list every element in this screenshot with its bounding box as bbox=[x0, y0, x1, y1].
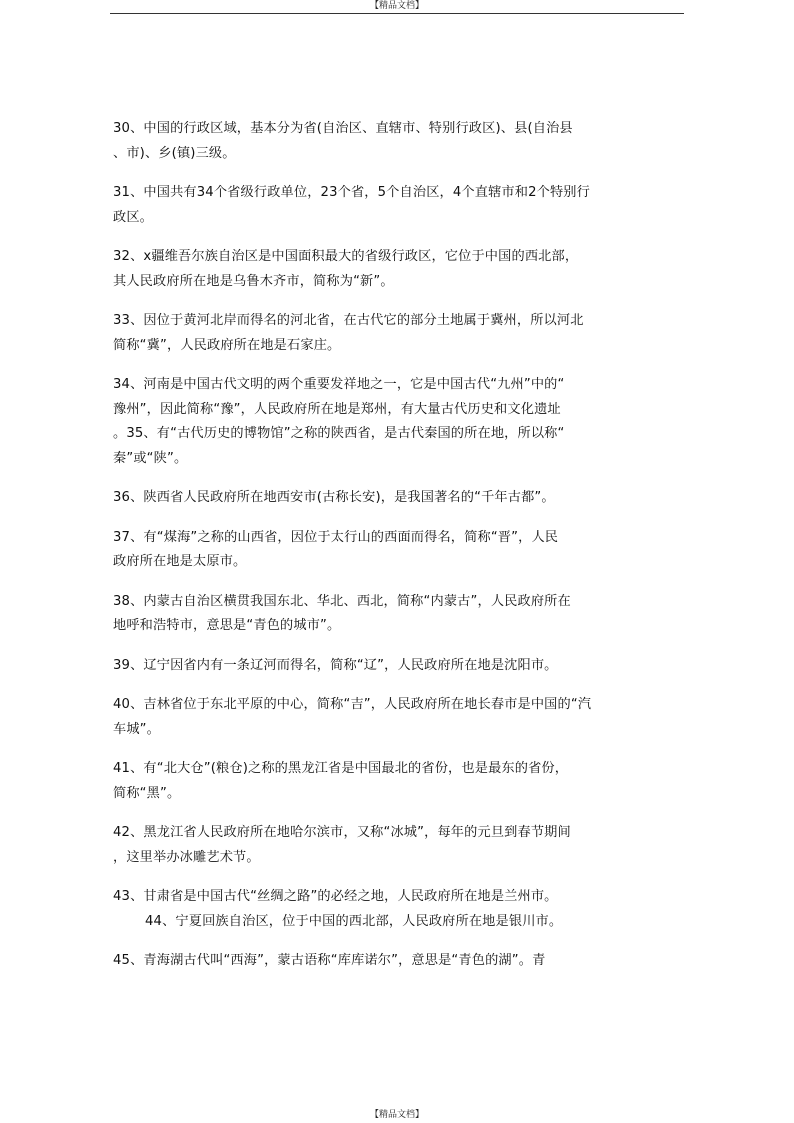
text-line: 32、x疆维吾尔族自治区是中国面积最大的省级行政区，它位于中国的西北部， bbox=[113, 249, 579, 264]
text-line: 43、甘肃省是中国古代“丝绸之路”的必经之地，人民政府所在地是兰州市。 bbox=[113, 889, 558, 904]
text-line: 38、内蒙古自治区横贯我国东北、华北、西北，简称“内蒙古”，人民政府所在 bbox=[113, 593, 571, 609]
paragraph-45 bbox=[113, 949, 679, 974]
text-line: 地呼和浩特市，意思是“青色的城市”。 bbox=[113, 618, 341, 633]
text-line: 36、陕西省人民政府所在地西安市(古称长安)，是我国著名的“千年古都”。 bbox=[113, 490, 555, 505]
text-line: 简称“冀”，人民政府所在地是石家庄。 bbox=[113, 337, 341, 353]
text-line: 40、吉林省位于东北平原的中心，简称“吉”，人民政府所在地长春市是中国的“汽 bbox=[113, 697, 592, 712]
text-line: 31、中国共有34个省级行政单位，23个省，5个自治区，4个直辖市和2个特别行 bbox=[113, 185, 590, 200]
text-line: 44、宁夏回族自治区，位于中国的西北部，人民政府所在地是银川市。 bbox=[145, 913, 563, 929]
paragraph-34-35 bbox=[113, 373, 679, 471]
page-footer-label: 【精品文档】 bbox=[369, 1110, 424, 1120]
text-line: 39、辽宁因省内有一条辽河而得名，简称“辽”，人民政府所在地是沈阳市。 bbox=[113, 657, 558, 673]
text-line: 34、河南是中国古代文明的两个重要发祥地之一，它是中国古代“九州”中的“ bbox=[113, 377, 565, 392]
text-line: 30、中国的行政区域，基本分为省(自治区、直辖市、特别行政区)、县(自治县 bbox=[113, 121, 573, 136]
paragraph-36 bbox=[113, 486, 679, 511]
paragraph-38 bbox=[113, 590, 679, 639]
page-header-label: 【精品文档】 bbox=[369, 1, 424, 11]
paragraph-41 bbox=[113, 757, 679, 806]
paragraph-37 bbox=[113, 526, 679, 575]
text-line: 33、因位于黄河北岸而得名的河北省，在古代它的部分土地属于冀州，所以河北 bbox=[113, 313, 584, 328]
header-divider bbox=[110, 13, 684, 14]
paragraph-33 bbox=[113, 309, 679, 358]
text-line: 37、有“煤海”之称的山西省，因位于太行山的西面而得名，简称“晋”，人民 bbox=[113, 529, 559, 545]
paragraph-43-44 bbox=[113, 885, 679, 934]
text-line: 政府所在地是太原市。 bbox=[113, 554, 247, 569]
text-line: 车城”。 bbox=[113, 721, 160, 737]
text-line: 。35、有“古代历史的博物馆”之称的陕西省，是古代秦国的所在地，所以称“ bbox=[113, 426, 565, 441]
document-body bbox=[113, 117, 679, 989]
text-line: ，这里举办冰雕艺术节。 bbox=[113, 849, 260, 865]
paragraph-31 bbox=[113, 181, 679, 230]
text-line: 秦”或“陕”。 bbox=[113, 450, 188, 466]
text-line: 豫州”，因此简称“豫”，人民政府所在地是郑州，有大量古代历史和文化遗址 bbox=[113, 401, 561, 417]
paragraph-40 bbox=[113, 693, 679, 742]
text-line: 45、青海湖古代叫“西海”，蒙古语称“库库诺尔”，意思是“青色的湖”。青 bbox=[113, 953, 546, 968]
text-line: 其人民政府所在地是乌鲁木齐市，简称为“新”。 bbox=[113, 273, 394, 289]
text-line: 41、有“北大仓”(粮仓)之称的黑龙江省是中国最北的省份，也是最东的省份， bbox=[113, 761, 569, 776]
paragraph-30 bbox=[113, 117, 679, 166]
text-line: 、市)、乡(镇)三级。 bbox=[113, 145, 236, 161]
paragraph-32 bbox=[113, 245, 679, 294]
text-line: 简称“黑”。 bbox=[113, 785, 181, 801]
text-line: 42、黑龙江省人民政府所在地哈尔滨市，又称“冰城”，每年的元旦到春节期间 bbox=[113, 825, 571, 840]
paragraph-42 bbox=[113, 821, 679, 870]
paragraph-39 bbox=[113, 654, 679, 679]
text-line: 政区。 bbox=[113, 209, 154, 225]
